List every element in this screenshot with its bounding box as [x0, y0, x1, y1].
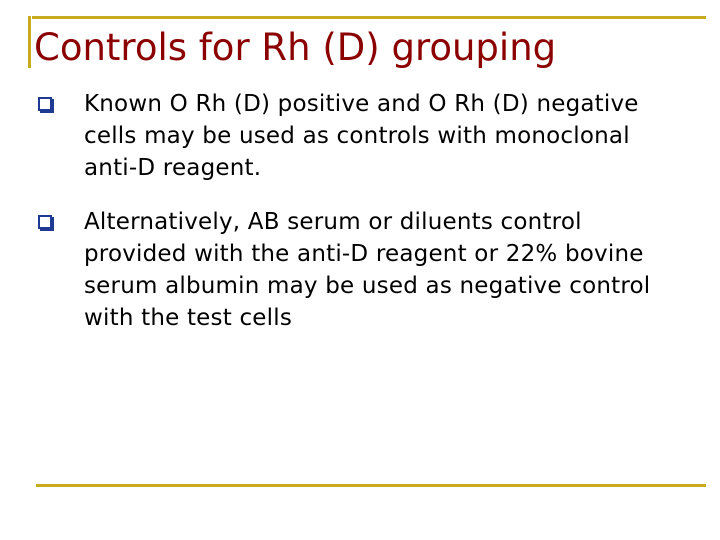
- bottom-rule: [36, 484, 706, 487]
- left-rule: [28, 16, 31, 68]
- slide-title: Controls for Rh (D) grouping: [34, 26, 557, 69]
- square-bullet-icon: [38, 215, 52, 229]
- bullet-list: [38, 88, 678, 356]
- bullet-item: [38, 206, 678, 334]
- top-rule: [32, 16, 706, 19]
- square-bullet-icon: [38, 97, 52, 111]
- bullet-text: Known O Rh (D) positive and O Rh (D) negative cells may be used as controls with monoclonal anti-D reagent.: [84, 91, 639, 181]
- bullet-text: Alternatively, AB serum or diluents control provided with the anti-D reagent or 22% bovine serum albumin may be used as negative control with the test cells: [84, 209, 651, 331]
- bullet-item: [38, 88, 678, 184]
